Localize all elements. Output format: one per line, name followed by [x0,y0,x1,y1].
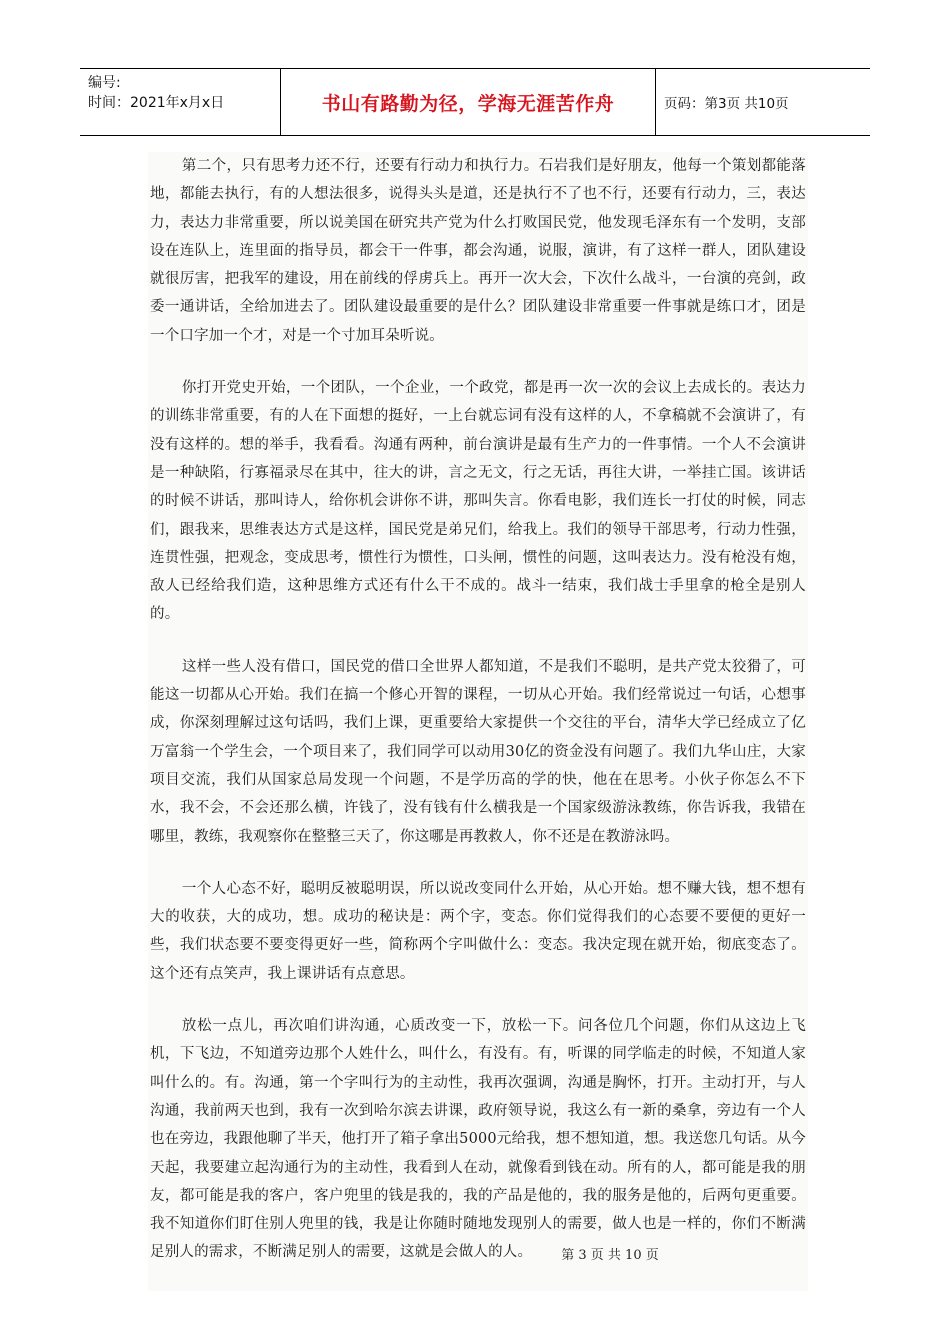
paragraph: 你打开党史开始，一个团队，一个企业，一个政党，都是再一次一次的会议上去成长的。表达力的训练非常重要，有的人在下面想的挺好，一上台就忘词有没有这样的人，不拿稿就不会演讲了，有没有这样的。想的举手，我看看。沟通有两种，前台演讲是最有生产力的一件事情。一个人不会演讲是一种缺陷，行寡福录尽在其中，往大的讲，言之无文，行之无话，再往大讲，一举挂亡国。该讲话的时候不讲话，那叫诗人，给你机会讲你不讲，那叫失言。你看电影，我们连长一打仗的时候，同志们，跟我来，思维表达方式是这样，国民党是弟兄们，给我上。我们的领导干部思考，行动力性强，连贯性强，把观念，变成思考，惯性行为惯性，口头闸，惯性的问题，这叫表达力。没有枪没有炮，敌人已经给我们造，这种思维方式还有什么干不成的。战斗一结束，我们战士手里拿的枪全是别人的。 [150,380,806,623]
header-meta [80,69,281,135]
number-label: 编号: [88,75,121,91]
header-page-info: 页码：第3页 共10页 [664,96,789,112]
paragraph: 第二个，只有思考力还不行，还要有行动力和执行力。石岩我们是好朋友，他每一个策划都能落地，都能去执行，有的人想法很多，说得头头是道，还是执行不了也不行，还要有行动力，三，表达力，表达力非常重要，所以说美国在研究共产党为什么打败国民党，他发现毛泽东有一个发明，支部设在连队上，连里面的指导员，都会干一件事，都会沟通，说服，演讲，有了这样一群人，团队建设就很厉害，把我军的建设，用在前线的俘虏兵上。再开一次大会，下次什么战斗，一台演的亮剑，政委一通讲话，全给加进去了。团队建设最重要的是什么？团队建设非常重要一件事就是练口才，团是一个口字加一个才，对是一个寸加耳朵听说。 [150,158,806,344]
paragraph: 这样一些人没有借口，国民党的借口全世界人都知道，不是我们不聪明，是共产党太狡猾了，可能这一切都从心开始。我们在搞一个修心开智的课程，一切从心开始。我们经常说过一句话，心想事成，你深刻理解过这句话吗，我们上课，更重要给大家提供一个交往的平台，清华大学已经成立了亿万富翁一个学生会，一个项目来了，我们同学可以动用30亿的资金没有问题了。我们九华山庄，大家项目交流，我们从国家总局发现一个问题，不是学历高的学的快，他在在思考。小伙子你怎么不下水，我不会，不会还那么横，许钱了，没有钱有什么横我是一个国家级游泳教练，你告诉我，我错在哪里，教练，我观察你在整整三天了，你这哪是再教救人，你不还是在教游泳吗。 [150,658,806,845]
paragraph: 一个人心态不好，聪明反被聪明误，所以说改变同什么开始，从心开始。想不赚大钱，想不想有大的收获，大的成功，想。成功的秘诀是：两个字，变态。你们觉得我们的心态要不要便的更好一些，我们状态要不要变得更好一些，简称两个字叫做什么：变态。我决定现在就开始，彻底变态了。这个还有点笑声，我上课讲话有点意思。 [150,880,806,982]
header-motto: 书山有路勤为径，学海无涯苦作舟 [281,69,656,135]
document-header [80,68,870,136]
time-label: 时间：2021年x月x日 [88,95,225,111]
document-body [148,152,808,1291]
paragraph: 放松一点儿，再次咱们讲沟通，心质改变一下，放松一下。问各位几个问题，你们从这边上飞机，下飞边，不知道旁边那个人姓什么，叫什么，有没有。有，听课的同学临走的时候，不知道人家叫什么的。有。沟通，第一个字叫行为的主动性，我再次强调，沟通是胸怀，打开。主动打开，与人沟通，我前两天也到，我有一次到哈尔滨去讲课，政府领导说，我这么有一新的桑拿，旁边有一个人也在旁边，我跟他聊了半天，他打开了箱子拿出5000元给我，想不想知道，想。我送您几句话。从今天起，我要建立起沟通行为的主动性，我看到人在动，就像看到钱在动。所有的人，都可能是我的朋友，都可能是我的客户，客户兜里的钱是我的，我的产品是他的，我的服务是他的，后两句更重要。我不知道你们盯住别人兜里的钱，我是让你随时随地发现别人的需要，做人也是一样的，你们不断满足别人的需求，不断满足别人的需要，这就是会做人的人。 [150,1018,806,1261]
page-footer: 第 3 页 共 10 页 [561,1248,659,1263]
